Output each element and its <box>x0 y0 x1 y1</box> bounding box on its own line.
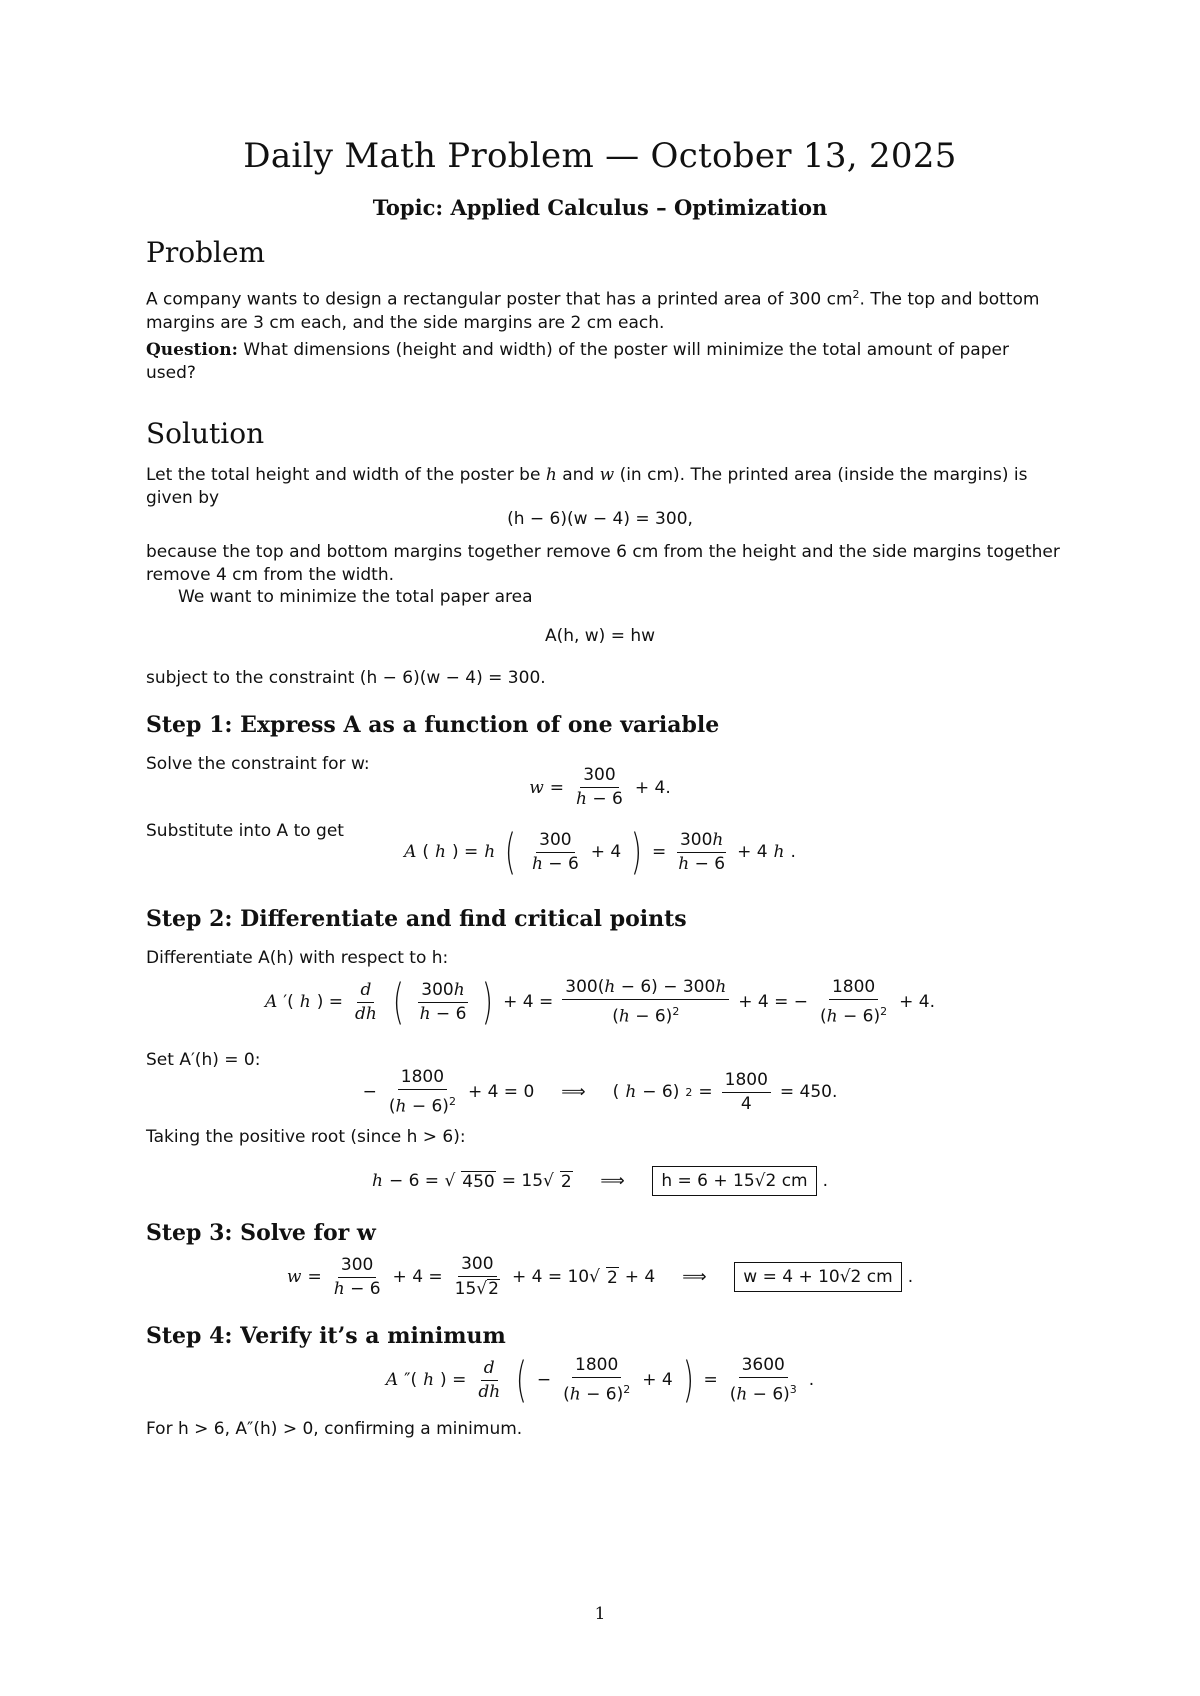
question-label: Question: <box>146 340 238 360</box>
page-title: Daily Math Problem — October 13, 2025 <box>243 136 957 176</box>
step2-set-text: Set A′(h) = 0: <box>146 1050 261 1070</box>
step2-root-text: Taking the positive root (since h > 6): <box>146 1127 466 1147</box>
w-expression: w = $\frac{300}{h - 6}$ + 4. <box>529 765 671 809</box>
second-derivative: A ″( h ) = $\frac{d}{dh}$ ( − $\frac{1800}{(h - 6)^2}$ + 4 ) = $\frac{3600}{(h - 6)^3}$ . <box>385 1352 815 1409</box>
step1-solve-text: Solve the constraint for w: <box>146 754 370 774</box>
derivative-equation: A ′( h ) = $\frac{d}{dh}$ ( $\frac{300h}{h - 6}$ ) + 4 = $\frac{300(h - 6) - 300h}{(h - 6)^2}$ + 4 = − $\frac{1800}{(h - 6)^2}$ + 4. <box>264 974 935 1031</box>
critical-point-equation: − $\frac{1800}{(h - 6)^2}$ + 4 = 0 ⟹ ( h − 6) 2 = $\frac{1800}{4}$ = 450. <box>362 1067 838 1117</box>
step2-diff-text: Differentiate A(h) with respect to h: <box>146 948 449 968</box>
h-solution: h − 6 = √ 450 = 15√ 2 ⟹ h = 6 + 15√2 cm . <box>0 1166 1200 1196</box>
objective-equation: A(h, w) = hw <box>544 626 656 646</box>
step4-heading: Step 4: Verify it’s a minimum <box>146 1323 506 1349</box>
page-subtitle: Topic: Applied Calculus – Optimization <box>372 195 828 220</box>
area-function: A ( h ) = h ( $\frac{300}{h - 6}$ + 4 ) = $\frac{300h}{h - 6}$ + 4 h . <box>404 824 796 880</box>
h-answer-box: h = 6 + 15√2 cm <box>652 1166 816 1196</box>
problem-heading: Problem <box>146 236 266 269</box>
step4-conclusion: For h > 6, A″(h) > 0, confirming a minimum. <box>146 1419 523 1439</box>
step3-heading: Step 3: Solve for w <box>146 1220 376 1246</box>
problem-text: A company wants to design a rectangular poster that has a printed area of 300 $cm^2$. The top and bottom margins are 3 cm each, and the side margins are 2 cm each. <box>146 288 1040 333</box>
solution-intro: Let the total height and width of the poster be h and w (in cm). The printed area (inside the margins) is given by <box>146 465 1028 508</box>
step1-heading: Step 1: Express A as a function of one variable <box>146 712 720 738</box>
w-answer-box: w = 4 + 10√2 cm <box>734 1262 901 1292</box>
constraint-text: subject to the constraint (h − 6)(w − 4) = 300. <box>146 668 546 688</box>
page-number: 1 <box>594 1604 606 1624</box>
minimize-text: We want to minimize the total paper area <box>178 587 533 607</box>
step1-substitute-text: Substitute into A to get <box>146 821 344 841</box>
w-solution: w = $\frac{300}{h - 6}$ + 4 = 300 15√ 2 + 4 = 10√ 2 + 4 ⟹ w = 4 + 10√2 cm . <box>286 1254 914 1299</box>
step2-heading: Step 2: Differentiate and find critical points <box>146 906 687 932</box>
solution-heading: Solution <box>146 417 265 450</box>
constraint-equation: (h − 6)(w − 4) = 300, <box>507 509 693 529</box>
problem-question: Question: What dimensions (height and width) of the poster will minimize the total amount of paper used? <box>146 340 1009 383</box>
margin-explanation: because the top and bottom margins together remove 6 cm from the height and the side margins together remove 4 cm from the width. <box>146 542 1060 585</box>
